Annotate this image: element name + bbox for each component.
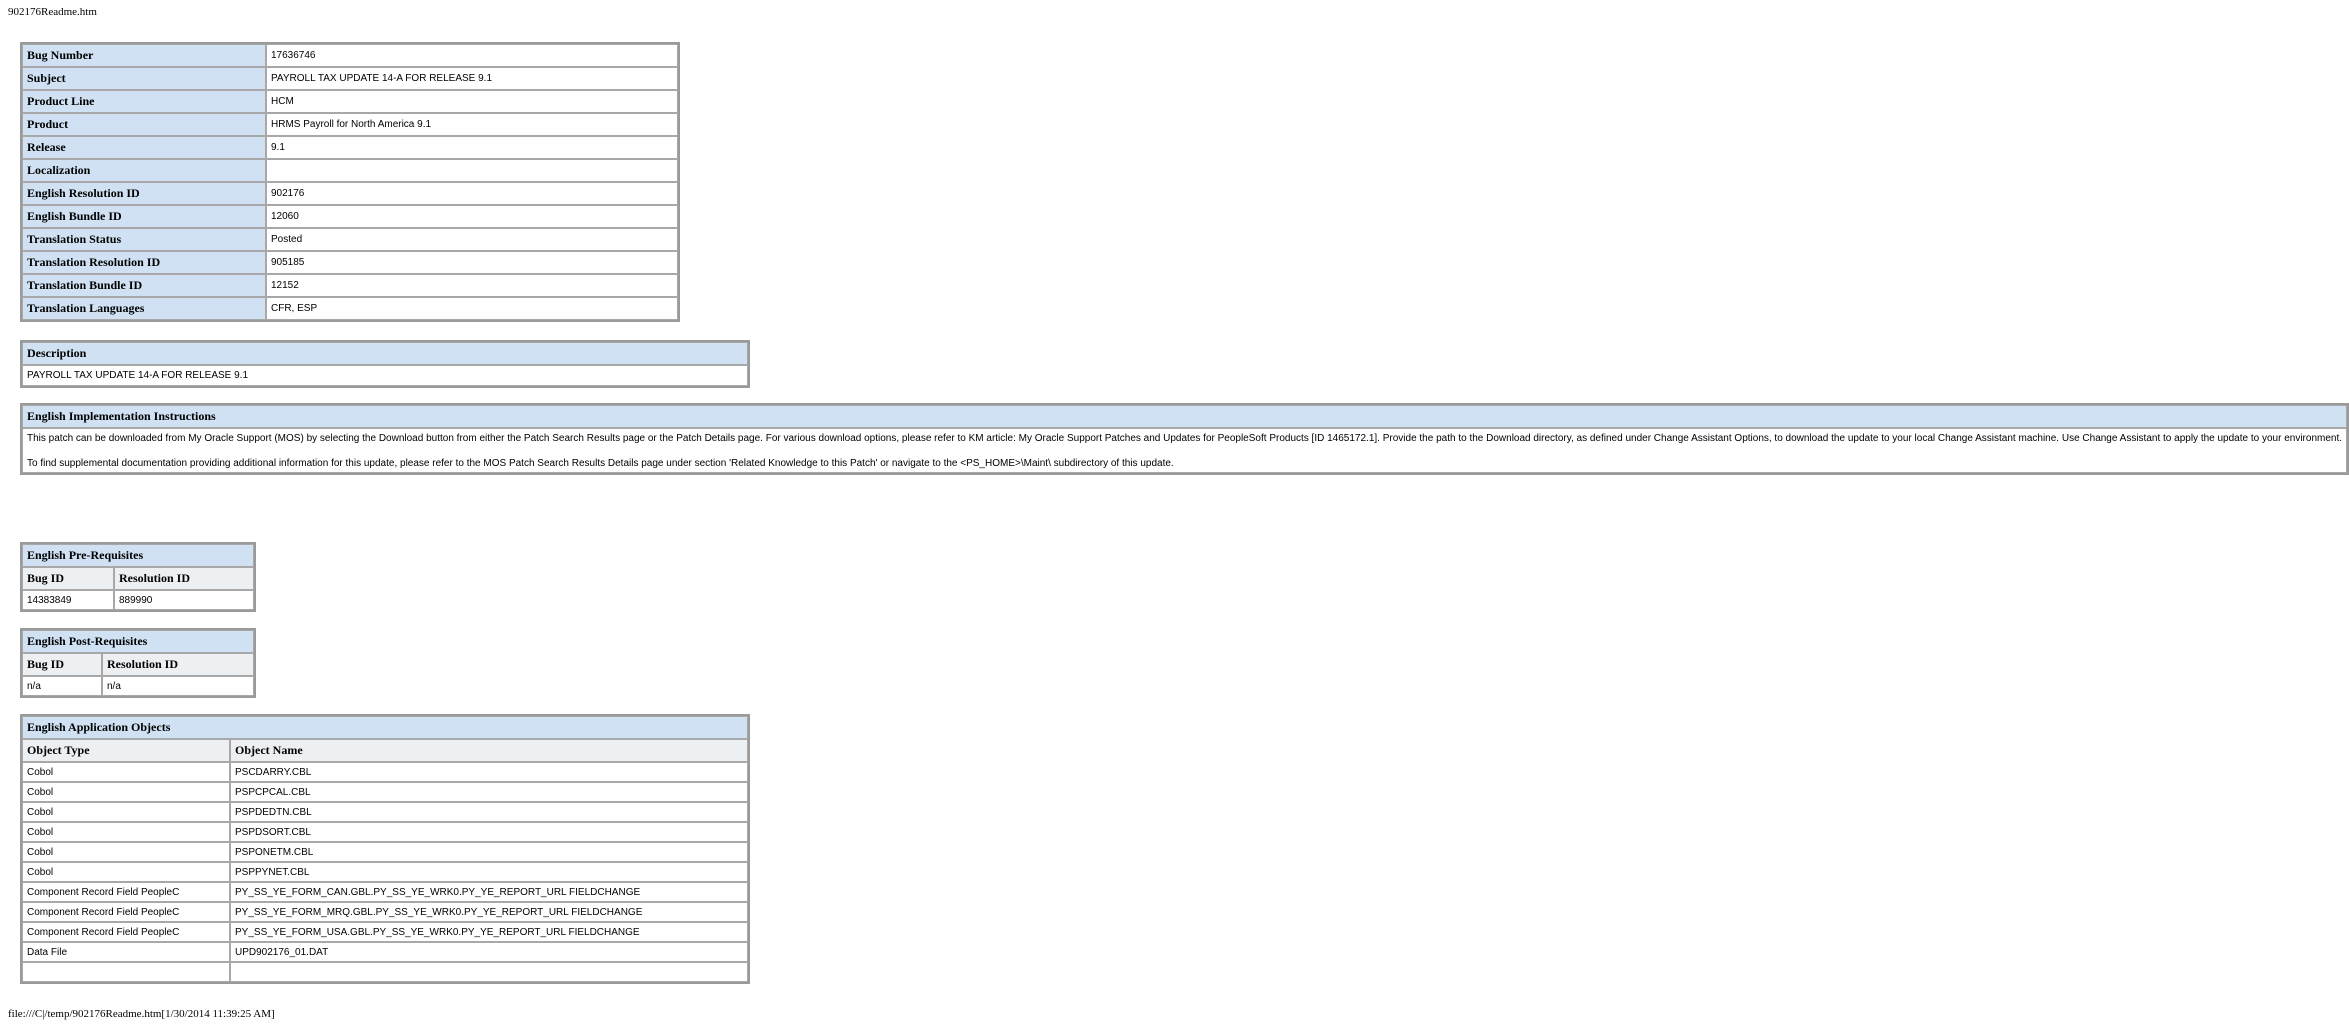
summary-row (22, 251, 678, 274)
prereq-bug-id: 14383849 (22, 590, 114, 610)
object-type: Cobol (22, 762, 230, 782)
prereq-resolution-id: 889990 (114, 590, 254, 610)
summary-value (266, 159, 678, 182)
object-type: Data File (22, 942, 230, 962)
summary-value: HCM (266, 90, 678, 113)
instructions-paragraph-2: To find supplemental documentation providing additional information for this update, please refer to the MOS Patch Search Results Details page under section 'Related Knowledge to this Patch' or navigate to the <PS_HOME>\Maint\ subdirectory of this update. (27, 457, 1174, 469)
object-type: Component Record Field PeopleC (22, 882, 230, 902)
summary-value: CFR, ESP (266, 297, 678, 320)
instructions-paragraph-1: This patch can be downloaded from My Oracle Support (MOS) by selecting the Download button from either the Patch Search Results page or the Patch Details page. For various download options, please refer to KM article: My Oracle Support Patches and Updates for PeopleSoft Products [ID 1465172.1]. Provide the path to the Download directory, as defined under Change Assistant Options, to download the update to your local Change Assistant machine. Use Change Assistant to apply the update to your environment. (27, 433, 2343, 444)
summary-table (20, 42, 680, 322)
prereq-heading: English Pre-Requisites (22, 544, 254, 567)
page-footer: file:///C|/temp/902176Readme.htm[1/30/2014 11:39:25 AM] (8, 1008, 275, 1020)
object-type: Component Record Field PeopleC (22, 922, 230, 942)
summary-label: Release (22, 136, 266, 159)
prereq-col-resolution-id: Resolution ID (114, 567, 254, 590)
object-type: Cobol (22, 782, 230, 802)
summary-row (22, 113, 678, 136)
summary-row (22, 136, 678, 159)
object-name: PSPCPCAL.CBL (230, 782, 748, 802)
description-table (20, 340, 750, 388)
object-row (22, 782, 748, 802)
summary-label: Product (22, 113, 266, 136)
object-row (22, 802, 748, 822)
summary-value: 12060 (266, 205, 678, 228)
instructions-body (22, 428, 2347, 473)
object-type: Cobol (22, 802, 230, 822)
postreq-heading: English Post-Requisites (22, 630, 254, 653)
summary-value: 12152 (266, 274, 678, 297)
summary-label: English Resolution ID (22, 182, 266, 205)
object-name: PSPONETM.CBL (230, 842, 748, 862)
object-row (22, 822, 748, 842)
object-row (22, 922, 748, 942)
summary-value: 905185 (266, 251, 678, 274)
object-type: Cobol (22, 862, 230, 882)
objects-table (20, 714, 750, 984)
summary-label: Translation Resolution ID (22, 251, 266, 274)
summary-row (22, 297, 678, 320)
object-name: PSCDARRY.CBL (230, 762, 748, 782)
summary-value: 17636746 (266, 44, 678, 67)
objects-col-object-type: Object Type (22, 739, 230, 762)
summary-label: English Bundle ID (22, 205, 266, 228)
object-name: PSPDEDTN.CBL (230, 802, 748, 822)
summary-value: HRMS Payroll for North America 9.1 (266, 113, 678, 136)
summary-row (22, 228, 678, 251)
summary-row (22, 205, 678, 228)
summary-value: Posted (266, 228, 678, 251)
postreq-col-bug-id: Bug ID (22, 653, 102, 676)
summary-row (22, 274, 678, 297)
summary-label: Localization (22, 159, 266, 182)
object-row (22, 842, 748, 862)
object-row (22, 942, 748, 962)
summary-value: 9.1 (266, 136, 678, 159)
prereq-col-bug-id: Bug ID (22, 567, 114, 590)
object-type: Component Record Field PeopleC (22, 902, 230, 922)
summary-label: Translation Status (22, 228, 266, 251)
summary-row (22, 159, 678, 182)
summary-row (22, 90, 678, 113)
instructions-table (20, 403, 2349, 475)
object-name: PY_SS_YE_FORM_CAN.GBL.PY_SS_YE_WRK0.PY_YE_REPORT_URL FIELDCHANGE (230, 882, 748, 902)
summary-label: Bug Number (22, 44, 266, 67)
objects-heading: English Application Objects (22, 716, 748, 739)
object-row (22, 962, 748, 982)
description-heading: Description (22, 342, 748, 365)
object-row (22, 862, 748, 882)
object-name (230, 962, 748, 982)
summary-label: Subject (22, 67, 266, 90)
object-name: PY_SS_YE_FORM_USA.GBL.PY_SS_YE_WRK0.PY_YE_REPORT_URL FIELDCHANGE (230, 922, 748, 942)
object-name: PSPDSORT.CBL (230, 822, 748, 842)
object-type: Cobol (22, 822, 230, 842)
postreq-col-resolution-id: Resolution ID (102, 653, 254, 676)
object-name: UPD902176_01.DAT (230, 942, 748, 962)
description-text: PAYROLL TAX UPDATE 14-A FOR RELEASE 9.1 (22, 365, 748, 386)
summary-label: Product Line (22, 90, 266, 113)
postreq-bug-id: n/a (22, 676, 102, 696)
page-header: 902176Readme.htm (8, 6, 97, 18)
summary-row (22, 44, 678, 67)
object-row (22, 762, 748, 782)
summary-value: 902176 (266, 182, 678, 205)
object-row (22, 902, 748, 922)
summary-value: PAYROLL TAX UPDATE 14-A FOR RELEASE 9.1 (266, 67, 678, 90)
postreq-table (20, 628, 256, 698)
object-name: PY_SS_YE_FORM_MRQ.GBL.PY_SS_YE_WRK0.PY_YE_REPORT_URL FIELDCHANGE (230, 902, 748, 922)
object-type (22, 962, 230, 982)
objects-col-object-name: Object Name (230, 739, 748, 762)
object-type: Cobol (22, 842, 230, 862)
object-name: PSPPYNET.CBL (230, 862, 748, 882)
summary-row (22, 67, 678, 90)
object-row (22, 882, 748, 902)
postreq-resolution-id: n/a (102, 676, 254, 696)
summary-label: Translation Languages (22, 297, 266, 320)
instructions-heading: English Implementation Instructions (22, 405, 2347, 428)
summary-row (22, 182, 678, 205)
prereq-table (20, 542, 256, 612)
summary-label: Translation Bundle ID (22, 274, 266, 297)
